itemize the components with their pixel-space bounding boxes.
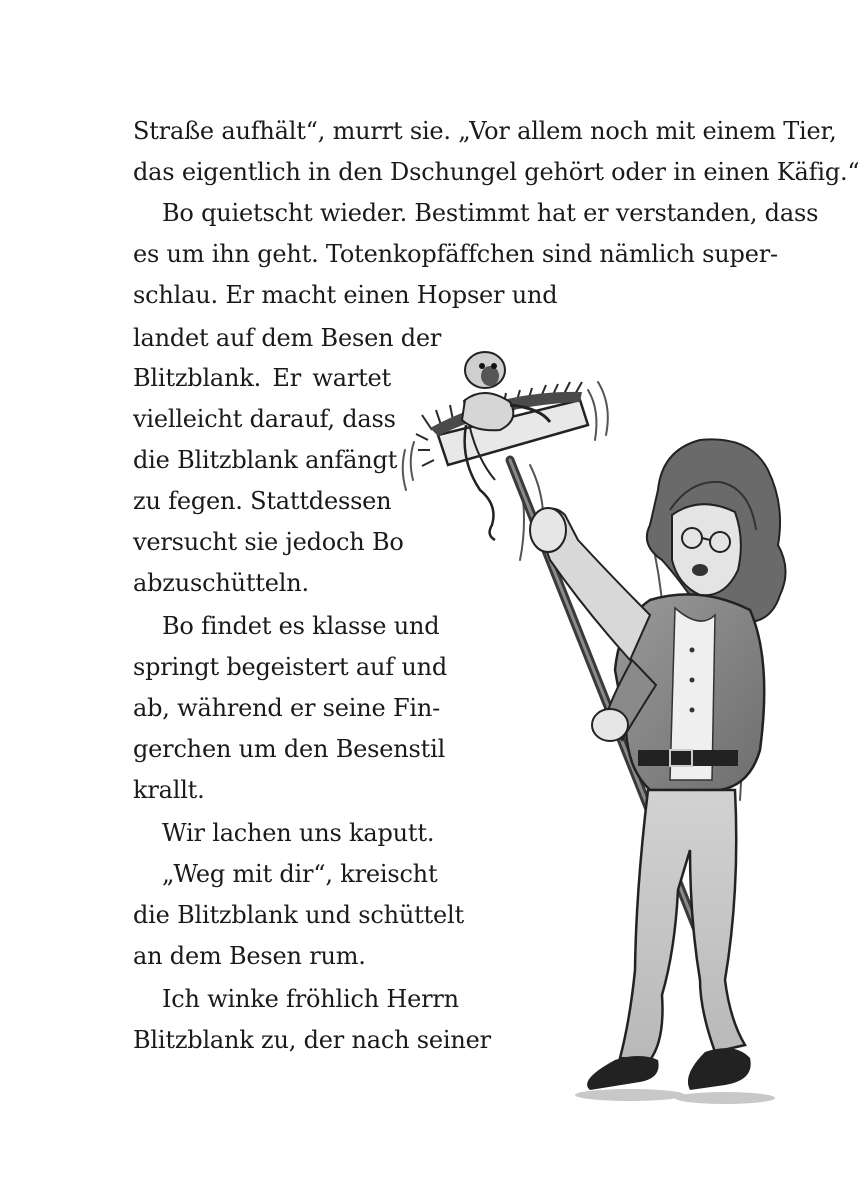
text-line: springt begeistert auf und [133,653,447,681]
text-line: versucht sie jedoch Bo [133,528,404,556]
text-line: krallt. [133,776,205,804]
text-line: Straße aufhält“, murrt sie. „Vor allem noch mit einem Tier, [133,117,837,145]
text-line: es um ihn geht. Totenkopfäffchen sind nämlich super- [133,240,778,268]
text-line: die Blitzblank anfängt [133,446,398,474]
text-line: gerchen um den Besenstil [133,735,446,763]
text-line: zu fegen. Stattdessen [133,487,392,515]
text-line: vielleicht darauf, dass [133,405,396,433]
text-line: Bo findet es klasse und [162,612,440,640]
text-line: „Weg mit dir“, kreischt [162,860,438,888]
text-line: ab, während er seine Fin- [133,694,441,722]
text-line: das eigentlich in den Dschungel gehört oder in einen Käfig.“ [133,158,860,186]
text-line: Ich winke fröhlich Herrn [162,985,459,1013]
text-line: Blitzblank zu, der nach seiner [133,1026,491,1054]
illustration-woman-broom-monkey [400,330,820,1140]
shoe-right [688,1048,751,1090]
text-line: abzuschütteln. [133,569,309,597]
pants [620,790,745,1060]
text-line: landet auf dem Besen der [133,324,442,352]
text-line: Bo quietscht wieder. Bestimmt hat er verstanden, dass [162,199,819,227]
shoe-left [587,1056,659,1090]
text-line: an dem Besen rum. [133,942,366,970]
text-line: Blitzblank. Er wartet [133,364,391,392]
face [672,504,741,595]
text-line: schlau. Er macht einen Hopser und [133,281,558,309]
text-line: Wir lachen uns kaputt. [162,819,435,847]
text-line: die Blitzblank und schüttelt [133,901,464,929]
